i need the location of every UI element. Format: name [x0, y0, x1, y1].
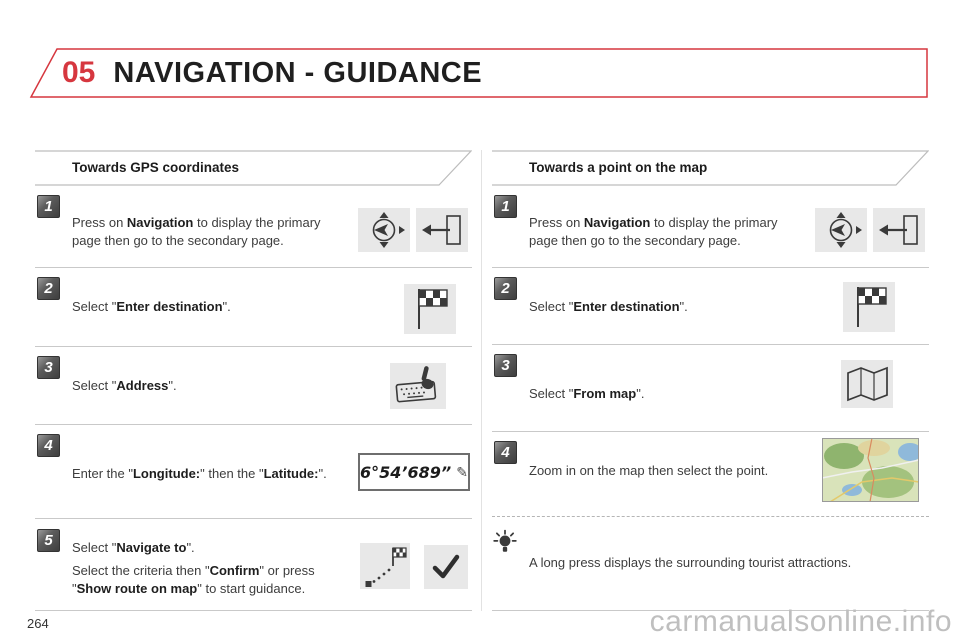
gps-step-5-row — [35, 519, 472, 611]
step-number-badge: 1 — [37, 195, 60, 218]
map-step-3-row — [492, 345, 929, 432]
instruction-text: ". — [186, 540, 195, 555]
instruction-line — [72, 562, 324, 598]
map-step-1-row — [492, 186, 929, 268]
destination-flag-icon — [843, 282, 895, 332]
step-number-badge: 5 — [37, 529, 60, 552]
step-instruction — [72, 377, 342, 395]
column-divider — [481, 150, 482, 611]
instruction-text: " then the " — [200, 466, 264, 481]
page-number: 264 — [27, 616, 49, 631]
instruction-text: to display the primary page then go to the secondary page. — [529, 215, 778, 249]
instruction-text: ". — [636, 386, 645, 401]
section-header-gps — [35, 150, 472, 186]
chapter-number: 05 — [62, 56, 96, 89]
step-instruction — [72, 539, 324, 604]
instruction-text: " to start guidance. — [197, 581, 306, 597]
chapter-banner — [29, 48, 929, 98]
step-number-badge: 2 — [494, 277, 517, 300]
destination-flag-icon — [404, 284, 456, 334]
instruction-text: ". — [318, 466, 327, 481]
instruction-bold: Enter destination — [116, 299, 223, 314]
instruction-text: ". — [168, 378, 177, 393]
step-number-badge: 4 — [494, 441, 517, 464]
coordinate-value: 6°54’689” — [360, 462, 452, 482]
route-flag-icon — [360, 543, 410, 589]
instruction-text: Press on — [529, 215, 584, 230]
watermark-text: carmanualsonline.info — [649, 605, 952, 638]
instruction-bold: Navigation — [126, 215, 194, 230]
section-header-label: Towards a point on the map — [529, 160, 708, 175]
instruction-line — [72, 539, 324, 557]
instruction-bold: Latitude: — [263, 466, 319, 481]
tip-row — [492, 516, 929, 611]
pencil-icon: ✎ — [456, 463, 468, 480]
secondary-page-icon — [873, 208, 925, 252]
instruction-bold: Confirm — [209, 563, 260, 579]
instruction-bold: From map — [573, 386, 637, 401]
secondary-page-icon — [416, 208, 468, 252]
tip-text: A long press displays the surrounding tourist attractions. — [529, 555, 852, 570]
instruction-text: " or press " — [72, 563, 315, 597]
instruction-text: Zoom in on the map then select the point. — [529, 463, 769, 478]
instruction-bold: Longitude: — [132, 466, 201, 481]
map-step-4-row — [492, 432, 929, 516]
step-number-badge: 3 — [37, 356, 60, 379]
instruction-bold: Navigation — [583, 215, 651, 230]
step-instruction — [72, 214, 324, 250]
instruction-bold: Navigate to — [116, 540, 187, 555]
instruction-text: ". — [222, 299, 231, 314]
section-header-map — [492, 150, 929, 186]
instruction-text: Select " — [529, 299, 574, 314]
instruction-bold: Enter destination — [573, 299, 680, 314]
instruction-text: Select the criteria then " — [72, 563, 210, 579]
gps-step-1-row — [35, 186, 472, 268]
from-map-icon — [841, 360, 893, 408]
instruction-text: ". — [679, 299, 688, 314]
page-title: NAVIGATION - GUIDANCE — [113, 56, 483, 89]
step-instruction — [529, 214, 781, 250]
step-instruction — [529, 385, 799, 403]
lightbulb-icon — [492, 529, 518, 555]
step-instruction — [72, 298, 342, 316]
step-number-badge: 2 — [37, 277, 60, 300]
instruction-text: Select " — [72, 378, 117, 393]
map-step-2-row — [492, 268, 929, 345]
confirm-check-icon — [424, 545, 468, 589]
step-number-badge: 4 — [37, 434, 60, 457]
instruction-bold: Show route on map — [76, 581, 198, 597]
instruction-bold: Address — [116, 378, 169, 393]
gps-step-3-row — [35, 347, 472, 425]
step-number-badge: 3 — [494, 354, 517, 377]
gps-step-2-row — [35, 268, 472, 347]
step-number-badge: 1 — [494, 195, 517, 218]
instruction-text: Select " — [529, 386, 574, 401]
instruction-text: Press on — [72, 215, 127, 230]
instruction-text: to display the primary page then go to the secondary page. — [72, 215, 321, 249]
instruction-text: Select " — [72, 299, 117, 314]
navigation-knob-icon — [358, 208, 410, 252]
navigation-knob-icon — [815, 208, 867, 252]
step-instruction — [72, 465, 362, 483]
instruction-text: Enter the " — [72, 466, 133, 481]
coordinate-entry-box — [358, 453, 470, 491]
section-header-label: Towards GPS coordinates — [72, 160, 240, 175]
gps-step-4-row — [35, 425, 472, 519]
instruction-text: Select " — [72, 540, 117, 555]
address-keyboard-icon — [390, 363, 446, 409]
step-instruction — [529, 298, 799, 316]
step-instruction — [529, 462, 809, 480]
map-thumbnail — [822, 438, 919, 502]
